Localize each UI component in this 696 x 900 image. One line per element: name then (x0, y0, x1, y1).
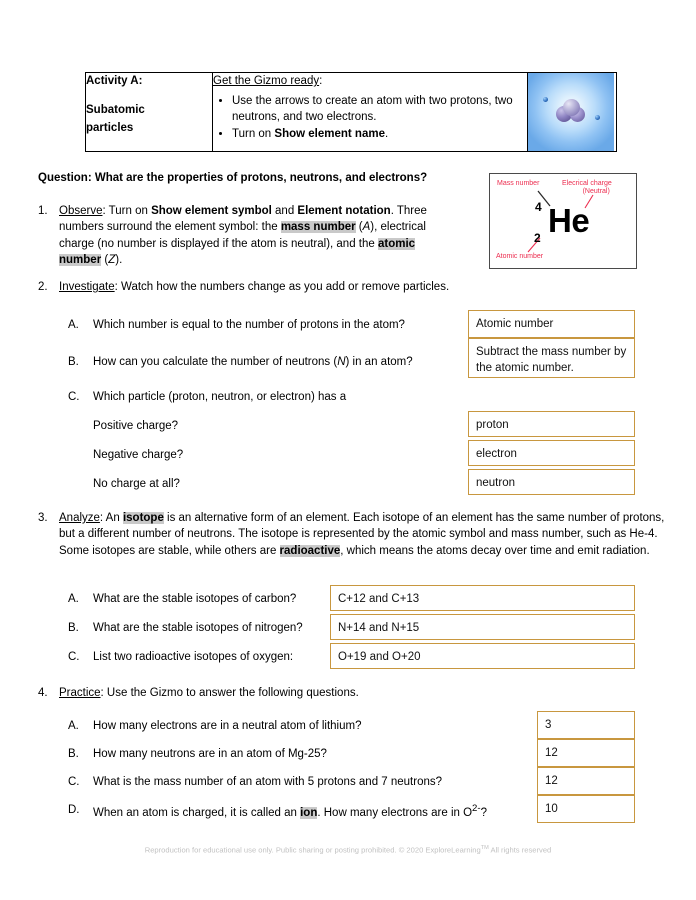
figure-atomic-number-value: 2 (534, 231, 541, 245)
answer-text: 3 (545, 719, 552, 731)
subquestion-text-mid: . How many electrons are in O (317, 806, 473, 819)
item-1-marker: 1. (38, 205, 48, 217)
activity-header-row (86, 73, 617, 152)
answer-text: neutron (476, 477, 516, 489)
answer-box-3c[interactable] (330, 643, 635, 669)
activity-instructions-cell (213, 73, 528, 152)
subquestion-letter: A. (68, 593, 79, 605)
item-1-italic-a: A (362, 221, 371, 234)
helium-atom-thumbnail (528, 73, 614, 151)
item-1-verb: Observe (59, 205, 103, 217)
figure-label-atomic-number: Atomic number (496, 253, 544, 260)
answer-text: proton (476, 419, 509, 431)
answer-text: O+19 and O+20 (338, 651, 421, 663)
item-1-t7: ). (115, 253, 123, 266)
subquestion-letter: C. (68, 651, 80, 663)
answer-box-4b[interactable] (537, 739, 635, 767)
subquestion-text (93, 802, 538, 821)
item-2-subquestion-b (68, 354, 458, 370)
subquestion-text-pre: When an atom is charged, it is called an (93, 806, 301, 819)
subquestion-letter: C. (68, 391, 80, 403)
item-3-body (59, 510, 666, 559)
section-question-heading: Question: What are the properties of protons, neutrons, and electrons? (38, 172, 428, 184)
subquestion-text: What is the mass number of an atom with 5 protons and 7 neutrons? (93, 776, 443, 788)
item-1-t6: ( (101, 253, 109, 266)
item-3-subquestion-a (68, 591, 338, 607)
item-2-verb: Investigate (59, 281, 115, 293)
subquestion-letter: B. (68, 622, 79, 634)
answer-text: Subtract the mass number by the atomic number. (476, 346, 627, 375)
item-4-practice (38, 685, 518, 701)
subquestion-text: Which particle (proton, neutron, or electron) has a (93, 391, 347, 403)
item-4-marker: 4. (38, 687, 48, 699)
item-4-subquestion-c (68, 774, 528, 790)
item-4-verb: Practice (59, 687, 101, 699)
subquestion-superscript-charge: 2- (472, 803, 481, 814)
electron-icon (595, 115, 600, 120)
item-3-t2: is an alternative form of an element. Each isotope of an element has the same number of protons, but a different number of neutrons. The isotope is represented by the atomic symbol and mass number, such as He-4. Some isotopes are stable, while others are (59, 512, 665, 557)
answer-box-4a[interactable] (537, 711, 635, 739)
item-4-text: : Use the Gizmo to answer the following questions. (100, 687, 359, 699)
page-footer (0, 845, 696, 855)
charge-label-line1: Elecrical charge (562, 180, 612, 187)
answer-box-3b[interactable] (330, 614, 635, 640)
item-3-verb: Analyze (59, 512, 100, 524)
answer-text: electron (476, 448, 517, 460)
nucleon-icon (563, 99, 580, 116)
subquestion-text: List two radioactive isotopes of oxygen: (93, 651, 294, 663)
answer-text: C+12 and C+13 (338, 593, 420, 605)
item-2-subquestion-a (68, 317, 458, 333)
bullet2-suffix: . (384, 128, 389, 141)
activity-bullet-list (213, 93, 527, 143)
answer-box-2c-negative[interactable] (468, 440, 635, 466)
subquestion-letter: C. (68, 776, 80, 788)
figure-label-mass-number: Mass number (497, 180, 540, 187)
item-3-subquestion-c (68, 649, 338, 665)
answer-text: 10 (545, 803, 558, 815)
item-2-marker: 2. (38, 281, 48, 293)
subquestion-text: What are the stable isotopes of carbon? (93, 593, 297, 605)
activity-title-line1: Activity A: (86, 75, 143, 87)
item-1-t2: and (271, 205, 298, 217)
answer-box-2a[interactable] (468, 310, 635, 338)
item-4-subquestion-a (68, 718, 528, 734)
subquestion-text: How many electrons are in a neutral atom of lithium? (93, 720, 362, 732)
activity-image-cell (528, 73, 617, 152)
item-2-investigate (38, 279, 518, 295)
answer-box-2c-positive[interactable] (468, 411, 635, 437)
subquestion-letter: B. (68, 748, 79, 760)
answer-box-3a[interactable] (330, 585, 635, 611)
subquestion-letter: B. (68, 356, 79, 368)
get-gizmo-ready-label: Get the Gizmo ready (213, 75, 320, 87)
answer-text: N+14 and N+15 (338, 622, 420, 634)
subquestion-letter: A. (68, 319, 79, 331)
item-3-t3: , which means the atoms decay over time and emit radiation. (340, 544, 650, 557)
charge-label-line2: (Neutral) (582, 188, 610, 196)
item-1-t3: . Three numbers surround the element symbol: the (59, 205, 427, 234)
item-2-text: : Watch how the numbers change as you add or remove particles. (114, 281, 450, 293)
figure-label-electrical-charge (562, 180, 612, 196)
subquestion-text: How many neutrons are in an atom of Mg-25? (93, 748, 327, 760)
subquestion-text (93, 354, 458, 370)
answer-text: Atomic number (476, 318, 554, 330)
activity-title-line2: Subatomic (86, 103, 145, 116)
bullet2-bold-term: Show element name (274, 128, 385, 141)
answer-text: 12 (545, 775, 558, 787)
item-2-charge-question-negative (93, 447, 433, 463)
item-1-t5: ), electrical charge (no number is displayed if the atom is neutral), and the (59, 221, 426, 250)
item-2-subquestion-c (68, 389, 458, 405)
answer-box-2c-neutral[interactable] (468, 469, 635, 495)
get-gizmo-ready-heading (213, 73, 527, 90)
subquestion-italic-n: N (337, 356, 346, 368)
item-1-italic-z: Z (108, 253, 116, 266)
item-4-subquestion-b (68, 746, 528, 762)
footer-text-post: All rights reserved (488, 845, 552, 855)
bullet2-prefix: Turn on (232, 128, 275, 141)
subquestion-highlight-ion: ion (300, 806, 318, 819)
figure-element-symbol: He (548, 202, 590, 239)
charge-question-text: No charge at all? (93, 478, 180, 490)
item-3-highlight-isotope: isotope (122, 512, 164, 524)
footer-text-pre: Reproduction for educational use only. Public sharing or posting prohibited. © 2020 ExploreLearning (144, 845, 481, 855)
item-2-body (59, 279, 518, 295)
activity-title-line3: particles (86, 121, 134, 134)
item-4-body (59, 685, 518, 701)
item-2-charge-question-positive (93, 418, 433, 434)
subquestion-text: What are the stable isotopes of nitrogen? (93, 622, 303, 634)
item-1-bold-1: Show element symbol (151, 205, 272, 217)
activity-bullet-1: • Use the arrows to create an atom with two protons, two neutrons, and two electrons. (232, 93, 527, 126)
item-1-body (59, 203, 458, 268)
charge-question-text: Negative charge? (93, 449, 184, 461)
activity-bullet-2 (232, 126, 527, 142)
item-3-subquestion-b (68, 620, 338, 636)
subquestion-letter: A. (68, 720, 79, 732)
subquestion-text: Which number is equal to the number of protons in the atom? (93, 319, 405, 331)
item-1-observe (38, 203, 458, 268)
figure-mass-number-value: 4 (535, 200, 542, 214)
item-1-highlight-mass-number: mass number (280, 221, 356, 234)
item-1-t4: ( (355, 221, 363, 234)
item-3-marker: 3. (38, 512, 48, 524)
item-1-t1: : Turn on (102, 205, 152, 217)
subquestion-letter: D. (68, 804, 80, 816)
get-gizmo-ready-colon: : (319, 75, 323, 87)
charge-question-text: Positive charge? (93, 420, 179, 432)
item-2-charge-question-neutral (93, 476, 433, 492)
subquestion-text-post: ) in an atom? (345, 356, 413, 368)
item-3-highlight-radioactive: radioactive (279, 544, 341, 557)
footer-trademark: TM (480, 845, 489, 851)
subquestion-text-pre: How can you calculate the number of neutrons ( (93, 356, 338, 368)
activity-title-cell (86, 73, 213, 152)
item-1-highlight-atomic-number: atomic number (59, 237, 416, 266)
item-4-subquestion-d (68, 802, 538, 821)
answer-box-4d[interactable] (537, 795, 635, 823)
activity-header-table (85, 72, 617, 152)
spacer (86, 91, 212, 102)
answer-box-4c[interactable] (537, 767, 635, 795)
answer-box-2b[interactable] (468, 338, 635, 378)
electron-icon (543, 97, 548, 102)
item-3-t1: : An (99, 512, 123, 524)
helium-notation-figure (489, 173, 637, 269)
item-3-analyze (38, 510, 666, 559)
subquestion-text-post: ? (480, 806, 487, 819)
item-1-bold-2: Element notation (297, 205, 391, 217)
answer-text: 12 (545, 747, 558, 759)
